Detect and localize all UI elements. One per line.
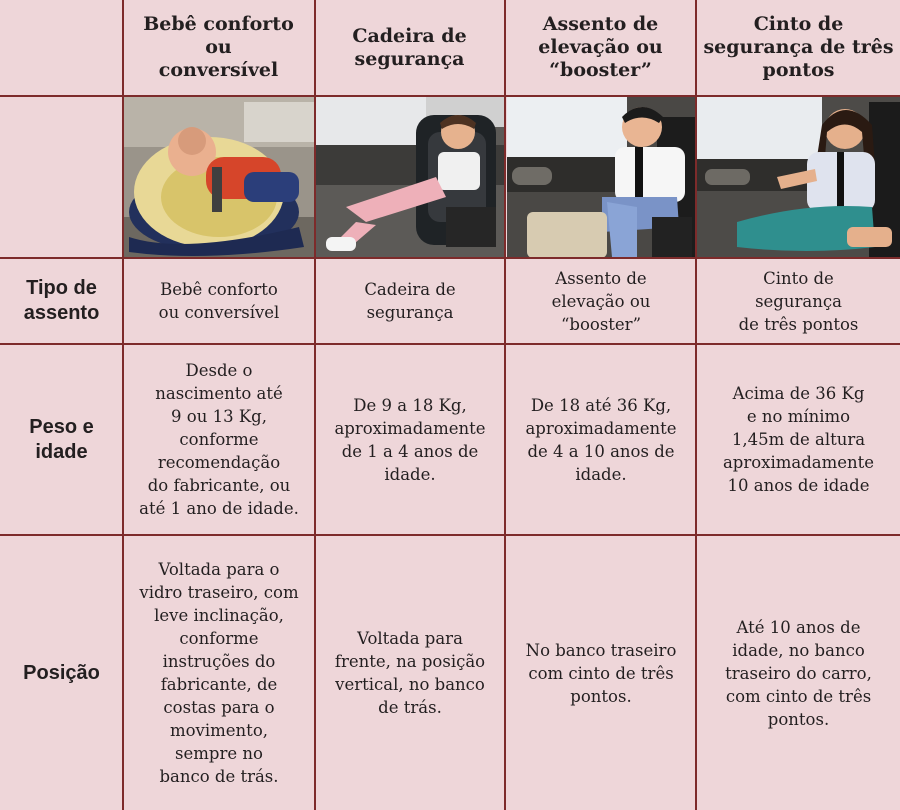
cell-seat-type-booster: Assento de elevação ou “booster”: [551, 268, 651, 334]
row-label-position: Posição: [23, 661, 100, 684]
cell-weight-age-three-point-belt: Acima de 36 Kg e no mínimo 1,45m de altura aproximadamente 10 anos de idade: [722, 384, 875, 495]
grid-line-horizontal: [0, 95, 900, 97]
row-label-weight-age: Peso e idade: [29, 415, 94, 463]
column-header-infant-carrier: Bebê conforto ou conversível: [143, 13, 294, 81]
infant-carrier-photo: [124, 97, 314, 258]
column-header-three-point-belt: Cinto de segurança de três pontos: [703, 13, 894, 81]
grid-line-vertical: [504, 0, 506, 810]
grid-line-vertical: [695, 0, 697, 810]
column-header-booster-seat: Assento de elevação ou “booster”: [538, 13, 663, 81]
column-header-safety-seat: Cadeira de segurança: [352, 24, 467, 70]
cell-position-three-point-belt: Até 10 anos de idade, no banco traseiro do carro, com cinto de três pontos.: [725, 617, 872, 729]
cell-weight-age-booster: De 18 até 36 Kg, aproximadamente de 4 a 10 anos de idade.: [525, 395, 677, 484]
cell-weight-age-infant-carrier: Desde o nascimento até 9 ou 13 Kg, conforme recomendação do fabricante, ou até 1 ano de idade.: [139, 361, 299, 518]
child-safety-seat-photo: [316, 97, 504, 258]
grid-line-horizontal: [0, 257, 900, 259]
cell-weight-age-safety-seat: De 9 a 18 Kg, aproximadamente de 1 a 4 anos de idade.: [334, 395, 486, 484]
row-label-seat-type: Tipo de assento: [23, 277, 100, 324]
grid-line-vertical: [122, 0, 124, 810]
cell-position-booster: No banco traseiro com cinto de três pontos.: [525, 640, 677, 706]
cell-position-infant-carrier: Voltada para o vidro traseiro, com leve inclinação, conforme instruções do fabricante, de costas para o movimento, sempre no banco de trás.: [139, 560, 299, 786]
grid-line-vertical: [314, 0, 316, 810]
cell-seat-type-infant-carrier: Bebê conforto ou conversível: [158, 280, 280, 322]
cell-seat-type-safety-seat: Cadeira de segurança: [364, 280, 456, 322]
cell-seat-type-three-point-belt: Cinto de segurança de três pontos: [738, 268, 859, 334]
three-point-belt-photo: [697, 97, 900, 258]
grid-line-horizontal: [0, 534, 900, 536]
grid-line-horizontal: [0, 343, 900, 345]
booster-seat-photo: [507, 97, 695, 258]
cell-position-safety-seat: Voltada para frente, na posição vertical, no banco de trás.: [334, 629, 486, 717]
